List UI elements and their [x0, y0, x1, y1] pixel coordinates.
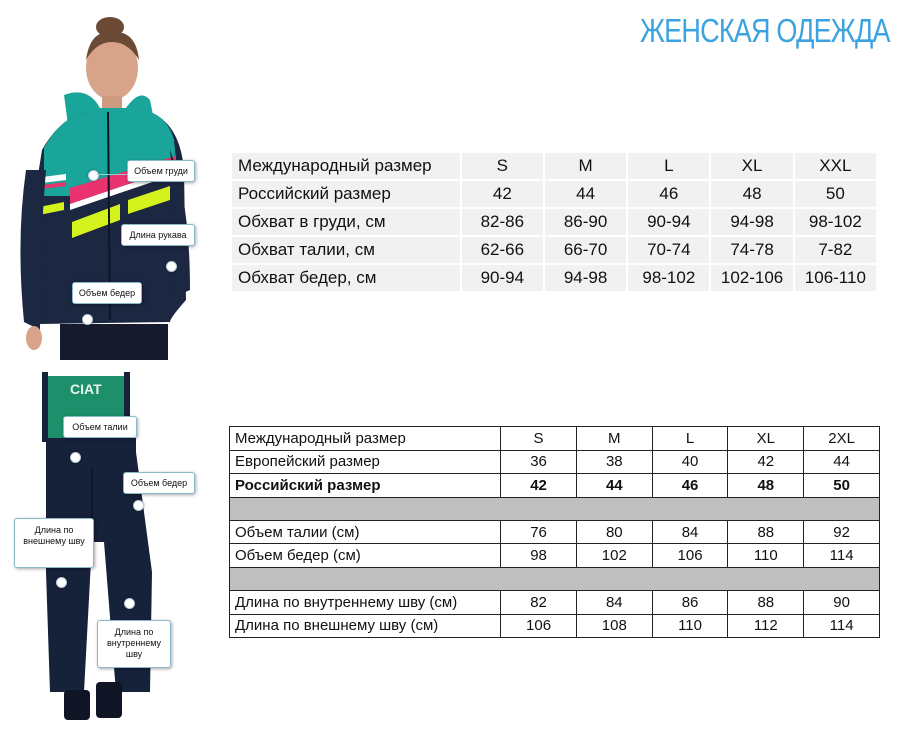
hips-marker-dot-pants [133, 500, 144, 511]
table-cell: S [461, 152, 544, 180]
table-cell: 114 [804, 544, 880, 568]
row-label: Обхват бедер, см [231, 264, 461, 292]
table-cell: 90-94 [461, 264, 544, 292]
table-cell: 94-98 [710, 208, 793, 236]
table-cell: 42 [728, 450, 804, 474]
table-cell: 84 [576, 590, 652, 614]
inner-seam-marker-dot [124, 598, 135, 609]
callout-chest: Объем груди [127, 160, 195, 182]
row-label: Российский размер [230, 474, 501, 498]
table-cell: 92 [804, 520, 880, 544]
callout-hips-jacket: Объем бедер [72, 282, 142, 304]
table-row [230, 427, 880, 451]
table-cell: S [501, 427, 577, 451]
table-cell: 106 [501, 614, 577, 638]
table-cell: 38 [576, 450, 652, 474]
row-label: Международный размер [231, 152, 461, 180]
table-cell: 98-102 [627, 264, 710, 292]
table-row [230, 590, 880, 614]
table-cell: 44 [544, 180, 627, 208]
sleeve-marker-dot [166, 261, 177, 272]
table-cell: 66-70 [544, 236, 627, 264]
table-cell: 90 [804, 590, 880, 614]
callout-sleeve: Длина рукава [121, 224, 195, 246]
row-label: Российский размер [231, 180, 461, 208]
callout-waist: Объем талии [63, 416, 137, 438]
table-cell: 84 [652, 520, 728, 544]
table-cell: 90-94 [627, 208, 710, 236]
separator-row [230, 567, 880, 590]
table-cell: 74-78 [710, 236, 793, 264]
table-row [231, 180, 877, 208]
table-row [230, 474, 880, 498]
outer-seam-marker-dot [56, 577, 67, 588]
callout-inner-seam: Длина по внутреннему шву [97, 620, 171, 668]
table-cell: 108 [576, 614, 652, 638]
row-label: Объем бедер (см) [230, 544, 501, 568]
separator-cell [230, 567, 880, 590]
table-cell: 46 [627, 180, 710, 208]
table-cell: 88 [728, 590, 804, 614]
table-cell: 36 [501, 450, 577, 474]
table-cell: 114 [804, 614, 880, 638]
table-row [230, 544, 880, 568]
table-cell: 48 [710, 180, 793, 208]
table-row [231, 264, 877, 292]
row-label: Объем талии (см) [230, 520, 501, 544]
separator-cell [230, 497, 880, 520]
chest-marker-dot [88, 170, 99, 181]
table-cell: 40 [652, 450, 728, 474]
row-label: Длина по внутреннему шву (см) [230, 590, 501, 614]
table-cell: 44 [804, 450, 880, 474]
table-cell: L [627, 152, 710, 180]
table-cell: XL [728, 427, 804, 451]
table-cell: 94-98 [544, 264, 627, 292]
table-cell: 86 [652, 590, 728, 614]
row-label: Обхват талии, см [231, 236, 461, 264]
table-cell: M [544, 152, 627, 180]
table-cell: 50 [794, 180, 877, 208]
table-cell: 7-82 [794, 236, 877, 264]
table-row [231, 236, 877, 264]
table-cell: 98 [501, 544, 577, 568]
row-label: Международный размер [230, 427, 501, 451]
hips-marker-dot-jacket [82, 314, 93, 325]
page-title: ЖЕНСКАЯ ОДЕЖДА [640, 12, 890, 49]
jacket-size-table [230, 151, 878, 293]
table-cell: 88 [728, 520, 804, 544]
svg-text:CIAT: CIAT [70, 381, 102, 397]
table-cell: 2XL [804, 427, 880, 451]
table-cell: 102-106 [710, 264, 793, 292]
table-cell: XXL [794, 152, 877, 180]
table-cell: 48 [728, 474, 804, 498]
table-cell: 86-90 [544, 208, 627, 236]
pants-size-table [229, 426, 880, 638]
table-row [231, 208, 877, 236]
table-cell: 42 [461, 180, 544, 208]
row-label: Европейский размер [230, 450, 501, 474]
table-cell: XL [710, 152, 793, 180]
callout-outer-seam: Длина по внешнему шву [14, 518, 94, 568]
table-row [230, 614, 880, 638]
table-cell: 112 [728, 614, 804, 638]
table-cell: M [576, 427, 652, 451]
table-cell: 82 [501, 590, 577, 614]
chest-leader-line [97, 174, 127, 175]
table-cell: 106 [652, 544, 728, 568]
row-label: Длина по внешнему шву (см) [230, 614, 501, 638]
table-cell: L [652, 427, 728, 451]
table-row [230, 520, 880, 544]
table-cell: 50 [804, 474, 880, 498]
table-cell: 110 [652, 614, 728, 638]
callout-hips-pants: Объем бедер [123, 472, 195, 494]
table-cell: 44 [576, 474, 652, 498]
row-label: Обхват в груди, см [231, 208, 461, 236]
table-cell: 70-74 [627, 236, 710, 264]
table-cell: 106-110 [794, 264, 877, 292]
waist-marker-dot [70, 452, 81, 463]
table-cell: 110 [728, 544, 804, 568]
table-cell: 82-86 [461, 208, 544, 236]
table-row [230, 450, 880, 474]
table-cell: 42 [501, 474, 577, 498]
table-row [231, 152, 877, 180]
separator-row [230, 497, 880, 520]
table-cell: 102 [576, 544, 652, 568]
table-cell: 46 [652, 474, 728, 498]
table-cell: 80 [576, 520, 652, 544]
table-cell: 98-102 [794, 208, 877, 236]
table-cell: 76 [501, 520, 577, 544]
table-cell: 62-66 [461, 236, 544, 264]
